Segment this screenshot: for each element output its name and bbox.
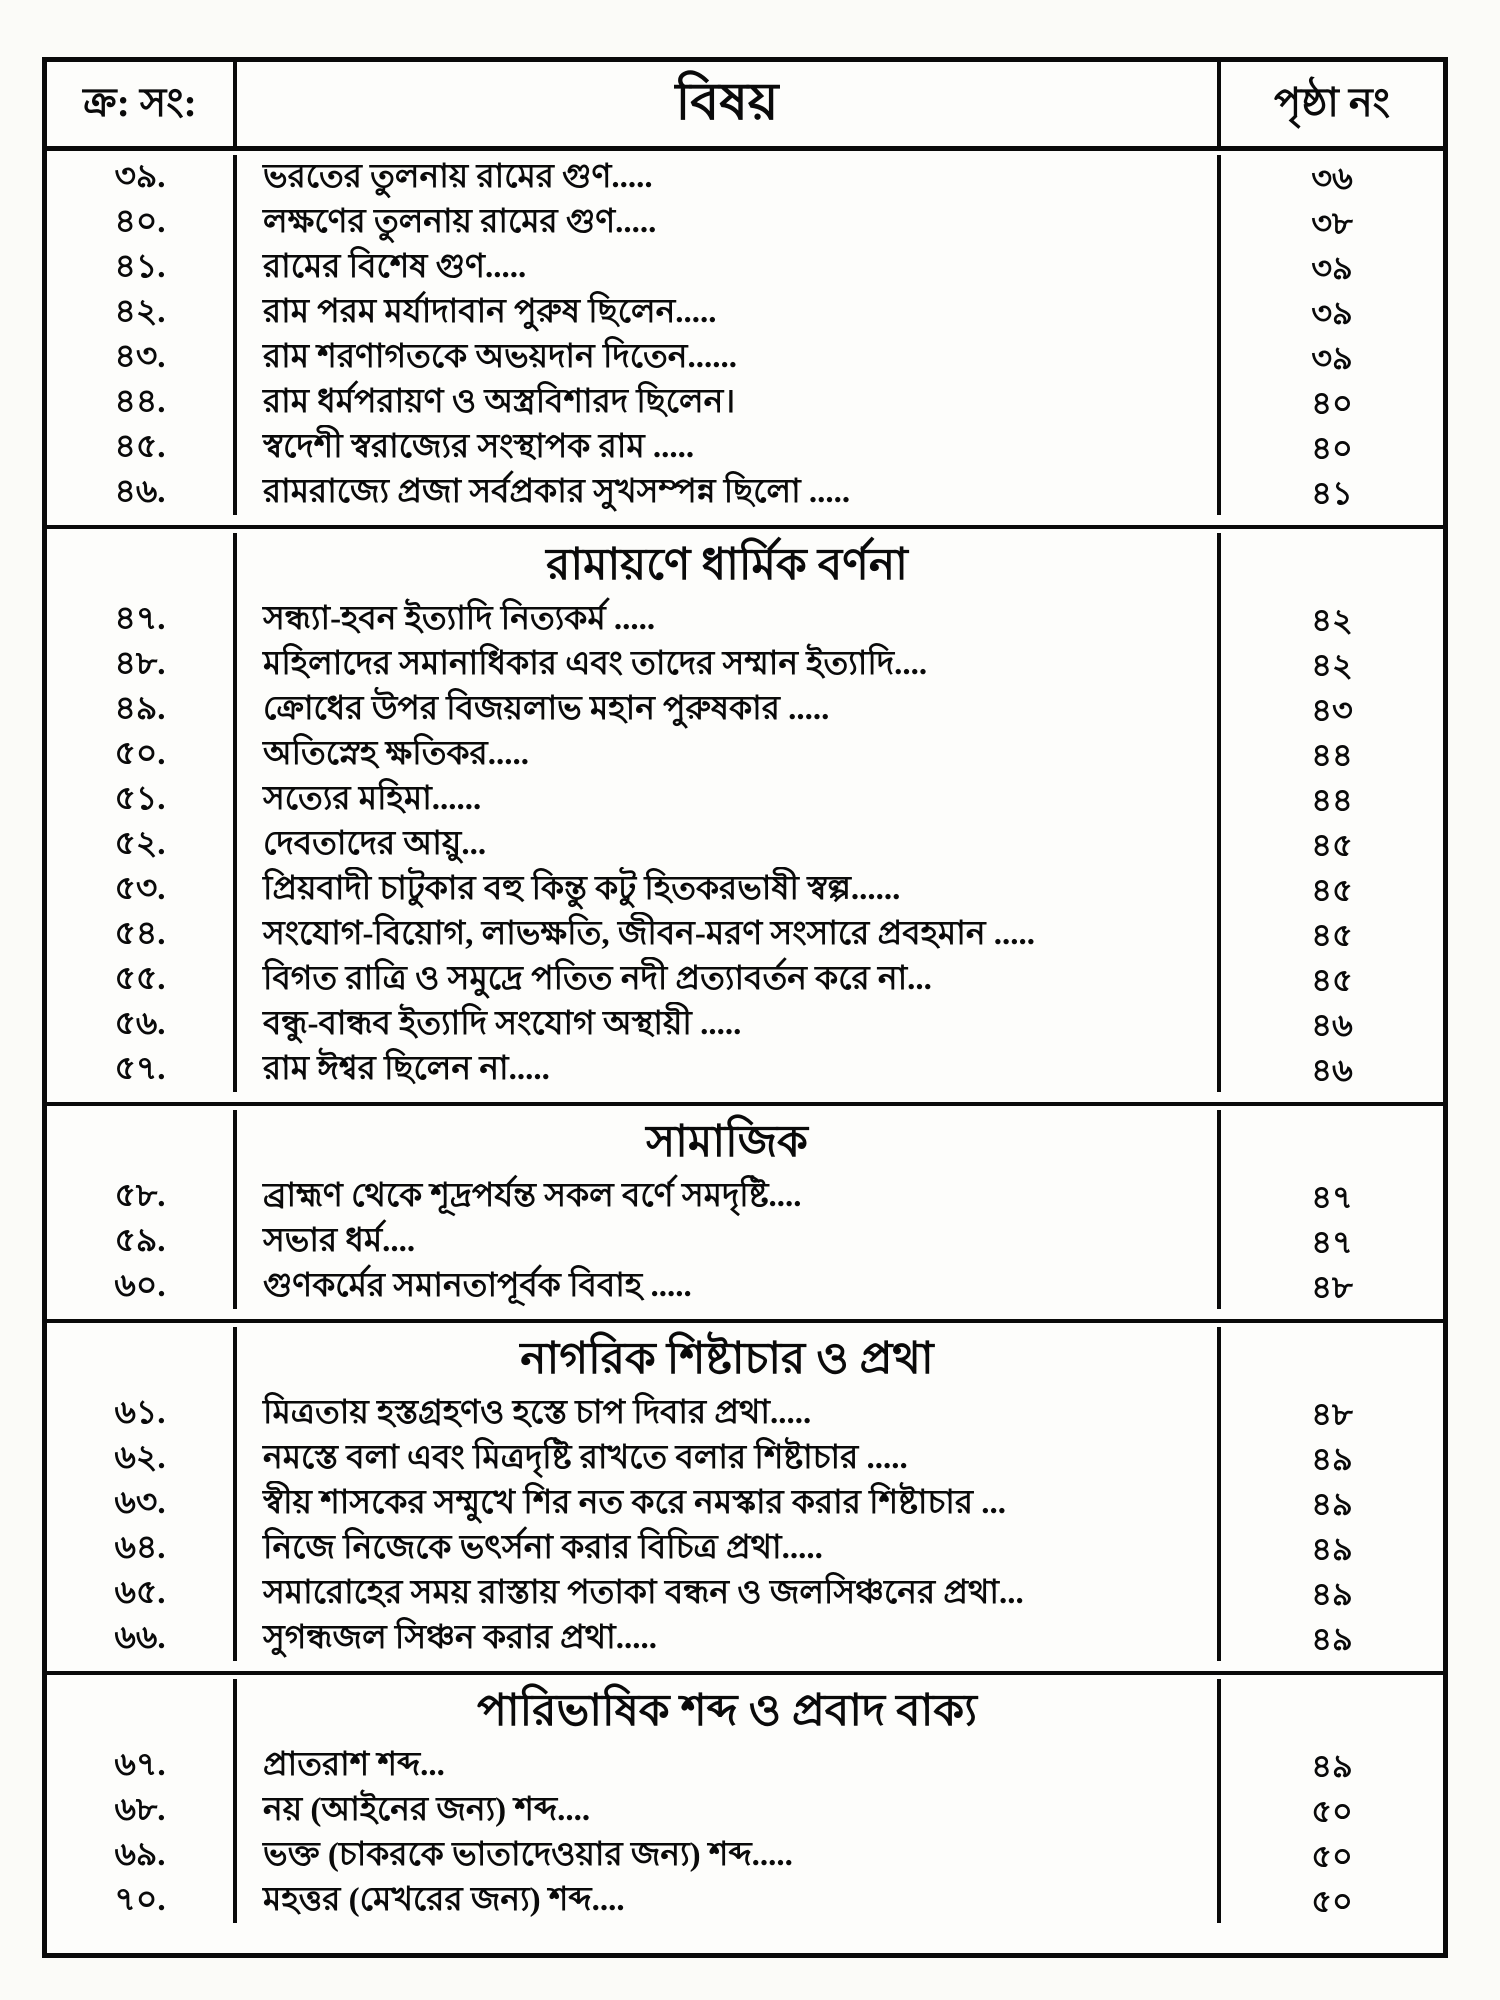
section-header-spacer-right — [1221, 1110, 1443, 1174]
serial-cell: ৬৯. — [47, 1833, 237, 1878]
page-cell: ৩৯ — [1311, 249, 1353, 286]
table-row — [47, 380, 1443, 425]
subject-cell: রামের বিশেষ গুণ..... — [237, 245, 1221, 290]
page-cell: ৪৮ — [1311, 1395, 1353, 1432]
toc-section — [47, 525, 1443, 1102]
serial-cell: ৫৫. — [47, 957, 237, 1002]
table-row — [47, 200, 1443, 245]
serial-cell: ৬৮. — [47, 1788, 237, 1833]
table-row — [47, 1219, 1443, 1264]
page-column-header: পৃষ্ঠা নং — [1274, 79, 1390, 125]
toc-section — [47, 1102, 1443, 1319]
page-cell: ৪৯ — [1311, 1440, 1353, 1477]
section-header-spacer-left — [47, 533, 237, 597]
subject-cell: গুণকর্মের সমানতাপূর্বক বিবাহ ..... — [237, 1264, 1221, 1309]
section-header-spacer-left — [47, 1679, 237, 1743]
subject-cell: নমস্তে বলা এবং মিত্রদৃষ্টি রাখতে বলার শিষ্টাচার ..... — [237, 1436, 1221, 1481]
table-row — [47, 1047, 1443, 1092]
section-header-spacer-left — [47, 1327, 237, 1391]
subject-cell: মহিলাদের সমানাধিকার এবং তাদের সম্মান ইত্যাদি.... — [237, 642, 1221, 687]
subject-cell: সত্যের মহিমা...... — [237, 777, 1221, 822]
table-row — [47, 1481, 1443, 1526]
section-title: পারিভাষিক শব্দ ও প্রবাদ বাক্য — [477, 1685, 977, 1735]
section-header-spacer-right — [1221, 1679, 1443, 1743]
page-cell: ৪৯ — [1311, 1530, 1353, 1567]
table-row — [47, 425, 1443, 470]
subject-cell: মিত্রতায় হস্তগ্রহণও হস্তে চাপ দিবার প্রথা..... — [237, 1391, 1221, 1436]
page-cell: ৪৭ — [1311, 1178, 1353, 1215]
serial-cell: ৬৪. — [47, 1526, 237, 1571]
table-row — [47, 245, 1443, 290]
page-cell: ৩৯ — [1311, 294, 1353, 331]
serial-cell: ৬২. — [47, 1436, 237, 1481]
serial-cell: ৫৬. — [47, 1002, 237, 1047]
serial-cell: ৬৭. — [47, 1743, 237, 1788]
subject-cell: সন্ধ্যা-হবন ইত্যাদি নিত্যকর্ম ..... — [237, 597, 1221, 642]
serial-cell: ৫৭. — [47, 1047, 237, 1092]
subject-cell: নয় (আইনের জন্য) শব্দ.... — [237, 1788, 1221, 1833]
table-row — [47, 1264, 1443, 1309]
serial-cell: ৫৮. — [47, 1174, 237, 1219]
page-cell: ৪৬ — [1311, 1051, 1353, 1088]
subject-cell: সংযোগ-বিয়োগ, লাভক্ষতি, জীবন-মরণ সংসারে প্রবহমান ..... — [237, 912, 1221, 957]
table-row — [47, 822, 1443, 867]
subject-cell: লক্ষণের তুলনায় রামের গুণ..... — [237, 200, 1221, 245]
subject-column-header: বিষয় — [237, 62, 1221, 146]
subject-cell: সুগন্ধজল সিঞ্চন করার প্রথা..... — [237, 1616, 1221, 1661]
subject-cell: অতিস্নেহ ক্ষতিকর..... — [237, 732, 1221, 777]
page-cell: ৫০ — [1311, 1837, 1353, 1874]
page-cell: ৫০ — [1311, 1882, 1353, 1919]
page-cell: ৪২ — [1311, 646, 1353, 683]
serial-cell: ৫০. — [47, 732, 237, 777]
section-header-row — [47, 1110, 1443, 1174]
serial-cell: ৬৩. — [47, 1481, 237, 1526]
table-row — [47, 470, 1443, 515]
page-cell: ৪৪ — [1311, 736, 1353, 773]
section-header-spacer-left — [47, 1110, 237, 1174]
serial-cell: ৪৫. — [47, 425, 237, 470]
table-row — [47, 1391, 1443, 1436]
section-header-spacer-right — [1221, 1327, 1443, 1391]
table-row — [47, 1002, 1443, 1047]
serial-cell: ৫১. — [47, 777, 237, 822]
table-row — [47, 1788, 1443, 1833]
serial-cell: ৪৪. — [47, 380, 237, 425]
page-cell: ৩৯ — [1311, 339, 1353, 376]
serial-cell: ৫৯. — [47, 1219, 237, 1264]
table-row — [47, 155, 1443, 200]
subject-cell: স্বীয় শাসকের সম্মুখে শির নত করে নমস্কার করার শিষ্টাচার ... — [237, 1481, 1221, 1526]
page-cell: ৫০ — [1311, 1792, 1353, 1829]
page-cell: ৪৭ — [1311, 1223, 1353, 1260]
serial-cell: ৫২. — [47, 822, 237, 867]
serial-column-header: ক্র: সং: — [47, 62, 237, 146]
page-cell: ৪৫ — [1311, 961, 1353, 998]
subject-cell: রাম পরম মর্যাদাবান পুরুষ ছিলেন..... — [237, 290, 1221, 335]
table-header-row — [47, 62, 1443, 151]
serial-cell: ৫৪. — [47, 912, 237, 957]
table-row — [47, 1833, 1443, 1878]
serial-cell: ৪৬. — [47, 470, 237, 515]
subject-cell: রাম ঈশ্বর ছিলেন না..... — [237, 1047, 1221, 1092]
page-cell: ৪৫ — [1311, 826, 1353, 863]
table-row — [47, 1571, 1443, 1616]
toc-section — [47, 151, 1443, 525]
table-row — [47, 1174, 1443, 1219]
page-cell: ৪৩ — [1311, 691, 1353, 728]
table-row — [47, 335, 1443, 380]
section-header-row — [47, 533, 1443, 597]
serial-cell: ৪১. — [47, 245, 237, 290]
table-row — [47, 1436, 1443, 1481]
serial-cell: ৩৯. — [47, 155, 237, 200]
serial-cell: ৬১. — [47, 1391, 237, 1436]
serial-cell: ৫৩. — [47, 867, 237, 912]
subject-cell: দেবতাদের আয়ু... — [237, 822, 1221, 867]
page-cell: ৪১ — [1311, 474, 1353, 511]
toc-table — [42, 57, 1448, 1958]
table-row — [47, 1526, 1443, 1571]
serial-cell: ৬০. — [47, 1264, 237, 1309]
subject-cell: রামরাজ্যে প্রজা সর্বপ্রকার সুখসম্পন্ন ছিলো ..... — [237, 470, 1221, 515]
page-cell: ৪৫ — [1311, 871, 1353, 908]
serial-cell: ৪৮. — [47, 642, 237, 687]
subject-cell: প্রিয়বাদী চাটুকার বহু কিন্তু কটু হিতকরভাষী স্বল্প...... — [237, 867, 1221, 912]
serial-cell: ৪৯. — [47, 687, 237, 732]
page-cell: ৪৪ — [1311, 781, 1353, 818]
page-cell: ৪০ — [1311, 384, 1353, 421]
page-cell: ৪৬ — [1311, 1006, 1353, 1043]
subject-cell: সভার ধর্ম.... — [237, 1219, 1221, 1264]
serial-cell: ৬৫. — [47, 1571, 237, 1616]
section-title: নাগরিক শিষ্টাচার ও প্রথা — [520, 1333, 934, 1383]
serial-cell: ৪০. — [47, 200, 237, 245]
section-title: রামায়ণে ধার্মিক বর্ণনা — [546, 539, 908, 589]
page-cell: ৪০ — [1311, 429, 1353, 466]
section-header-row — [47, 1327, 1443, 1391]
subject-cell: সমারোহের সময় রাস্তায় পতাকা বন্ধন ও জলসিঞ্চনের প্রথা... — [237, 1571, 1221, 1616]
subject-cell: বন্ধু-বান্ধব ইত্যাদি সংযোগ অস্থায়ী ..... — [237, 1002, 1221, 1047]
subject-cell: স্বদেশী স্বরাজ্যের সংস্থাপক রাম ..... — [237, 425, 1221, 470]
table-row — [47, 1616, 1443, 1661]
subject-cell: ভক্ত (চাকরকে ভাতাদেওয়ার জন্য) শব্দ..... — [237, 1833, 1221, 1878]
page-cell: ৪৮ — [1311, 1268, 1353, 1305]
table-row — [47, 1743, 1443, 1788]
serial-cell: ৭০. — [47, 1878, 237, 1923]
table-row — [47, 642, 1443, 687]
subject-cell: প্রাতরাশ শব্দ... — [237, 1743, 1221, 1788]
table-row — [47, 597, 1443, 642]
table-row — [47, 957, 1443, 1002]
subject-cell: রাম ধর্মপরায়ণ ও অস্ত্রবিশারদ ছিলেন। — [237, 380, 1221, 425]
subject-cell: ক্রোধের উপর বিজয়লাভ মহান পুরুষকার ..... — [237, 687, 1221, 732]
page-cell: ৪৯ — [1311, 1575, 1353, 1612]
page-cell: ৪৯ — [1311, 1485, 1353, 1522]
table-row — [47, 687, 1443, 732]
section-header-row — [47, 1679, 1443, 1743]
subject-cell: নিজে নিজেকে ভৎর্সনা করার বিচিত্র প্রথা..... — [237, 1526, 1221, 1571]
table-row — [47, 290, 1443, 335]
table-row — [47, 777, 1443, 822]
toc-section — [47, 1671, 1443, 1953]
serial-cell: ৪৩. — [47, 335, 237, 380]
serial-cell: ৪২. — [47, 290, 237, 335]
page-cell: ৪৯ — [1311, 1620, 1353, 1657]
section-header-spacer-right — [1221, 533, 1443, 597]
serial-cell: ৪৭. — [47, 597, 237, 642]
table-row — [47, 867, 1443, 912]
page-cell: ৩৮ — [1311, 204, 1353, 241]
subject-cell: মহত্তর (মেখরের জন্য) শব্দ.... — [237, 1878, 1221, 1923]
table-row — [47, 732, 1443, 777]
section-title: সামাজিক — [646, 1116, 808, 1166]
table-row — [47, 912, 1443, 957]
toc-section — [47, 1319, 1443, 1671]
subject-cell: রাম শরণাগতকে অভয়দান দিতেন...... — [237, 335, 1221, 380]
page-cell: ৩৬ — [1311, 159, 1353, 196]
page-cell: ৪২ — [1311, 601, 1353, 638]
table-row — [47, 1878, 1443, 1923]
serial-cell: ৬৬. — [47, 1616, 237, 1661]
page-cell: ৪৯ — [1311, 1747, 1353, 1784]
toc-body — [47, 151, 1443, 1953]
subject-cell: ব্রাহ্মণ থেকে শূদ্রপর্যন্ত সকল বর্ণে সমদৃষ্টি.... — [237, 1174, 1221, 1219]
subject-cell: ভরতের তুলনায় রামের গুণ..... — [237, 155, 1221, 200]
page-cell: ৪৫ — [1311, 916, 1353, 953]
subject-cell: বিগত রাত্রি ও সমুদ্রে পতিত নদী প্রত্যাবর্তন করে না... — [237, 957, 1221, 1002]
